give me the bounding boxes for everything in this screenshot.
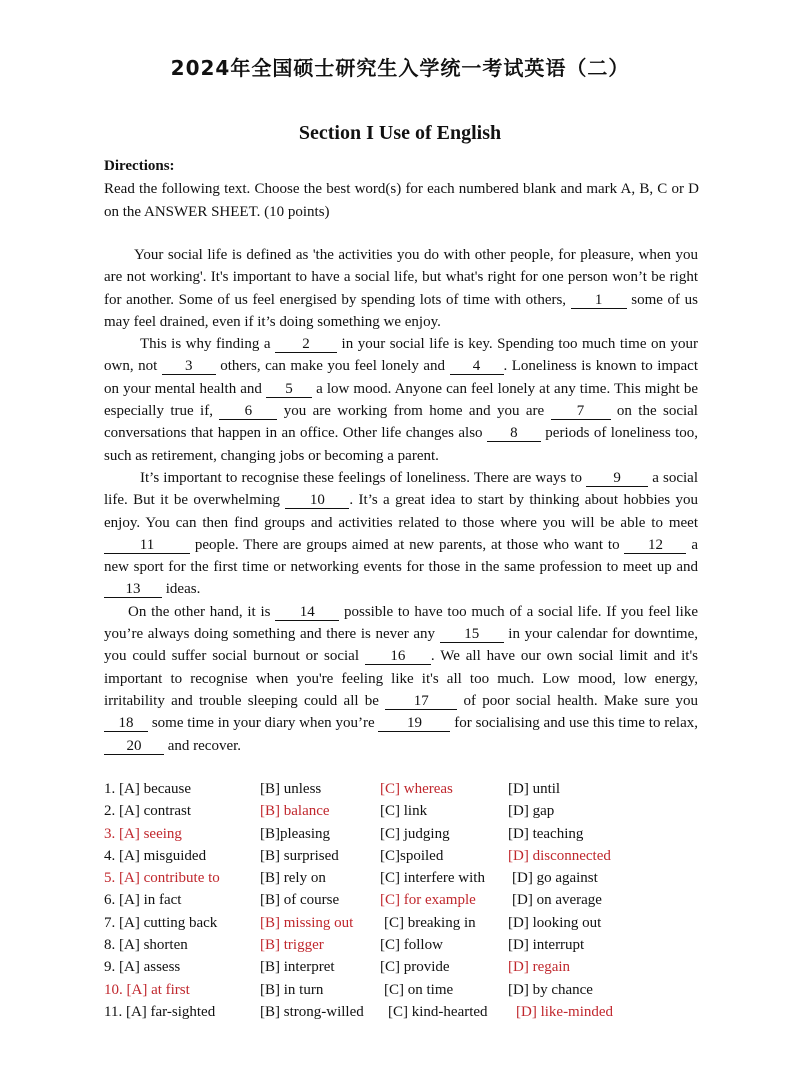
- directions-label: Directions:: [104, 158, 175, 174]
- option-a: 10. [A] at first: [104, 981, 190, 998]
- option-b: [B] strong-willed: [260, 1003, 364, 1020]
- option-c: [C] kind-hearted: [388, 1003, 488, 1020]
- option-row: [104, 1001, 704, 1023]
- option-c: [C] judging: [380, 825, 450, 842]
- option-d: [D] interrupt: [508, 937, 585, 954]
- option-d: [D] on average: [512, 892, 602, 909]
- option-row: [104, 867, 704, 889]
- option-d: [D] by chance: [508, 981, 593, 998]
- option-a: 8. [A] shorten: [104, 937, 188, 954]
- blank-1: 1: [571, 292, 627, 309]
- blank-11: 11: [104, 537, 190, 554]
- option-b: [B] interpret: [260, 959, 335, 976]
- blank-16: 16: [365, 648, 431, 665]
- blank-14: 14: [275, 604, 339, 621]
- option-row: [104, 979, 704, 1001]
- blank-2: 2: [275, 336, 337, 353]
- blank-20: 20: [104, 738, 164, 755]
- option-row: [104, 912, 704, 934]
- option-d: [D] until: [508, 781, 561, 797]
- option-c: [C] on time: [384, 981, 454, 998]
- option-a: 3. [A] seeing: [104, 825, 182, 842]
- paragraph-1: Your social life is defined as 'the activities you do with other people, for pleasure, when you are not working'. It's important to have a social life, but what's right for one person won’t be right for another. Some of us feel energised by spending lots of time with others, 1 some of us may feel drained, even if it’s doing something we enjoy.: [104, 247, 698, 330]
- section-title: Section I Use of English: [298, 122, 502, 144]
- paragraph-3: It’s important to recognise these feelings of loneliness. There are ways to 9 a social life. But it be overwhelming 10 . It’s a great idea to start by thinking about hobbies you enjoy. You can then find groups and activities related to those where you will be able to meet 11 people. There are groups aimed at new parents, at those who want to 12 a new sport for the first time or networking events for those in the same profession to meet up and 13 ideas.: [104, 469, 698, 598]
- blank-12: 12: [624, 537, 686, 554]
- option-c: [C] whereas: [380, 781, 453, 797]
- option-b: [B] unless: [260, 781, 322, 797]
- option-b: [B] in turn: [260, 981, 324, 998]
- blank-7: 7: [551, 403, 611, 420]
- option-d: [D] go against: [512, 870, 598, 887]
- option-a: 9. [A] assess: [104, 959, 181, 976]
- option-d: [D] looking out: [508, 914, 602, 931]
- blank-5: 5: [266, 381, 312, 398]
- option-c: [C] provide: [380, 959, 450, 976]
- option-row: [104, 845, 704, 867]
- option-b: [B] surprised: [260, 847, 339, 864]
- option-c: [C] link: [380, 803, 428, 820]
- option-d: [D] teaching: [508, 825, 584, 842]
- option-c: [C]spoiled: [380, 847, 444, 864]
- blank-3: 3: [162, 358, 216, 375]
- blank-13: 13: [104, 581, 162, 598]
- option-a: 1. [A] because: [104, 781, 192, 797]
- blank-19: 19: [378, 715, 450, 732]
- option-row: [104, 823, 704, 845]
- option-b: [B] of course: [260, 892, 340, 909]
- option-row: [104, 889, 704, 911]
- option-b: [B] missing out: [260, 914, 354, 931]
- paragraph-4: On the other hand, it is 14 possible to have too much of a social life. If you feel like you’re always doing something and there is never any 15 in your calendar for downtime, you could suffer social burnout or social 16 . We all have our own social limit and it's important to recognise when you're feeling like it's all too much. Low mood, low energy, irritability and trouble sleeping could all be 17 of poor social health. Make sure you 18 some time in your diary when you’re 19 for socialising and use this time to relax, 20 and recover.: [104, 603, 699, 754]
- blank-15: 15: [440, 626, 504, 643]
- paragraph-2: This is why finding a 2 in your social life is key. Spending too much time on your own, not 3 others, can make you feel lonely and 4 . Loneliness is known to impact on your mental health and 5 a low mood. Anyone can feel lonely at any time. This might be especially true if, 6 you are working from home and you are 7 on the social conversations that happen in an office. Other life changes also 8 periods of loneliness too, such as retirement, changing jobs or becoming a parent.: [104, 336, 699, 464]
- option-b: [B] rely on: [260, 870, 326, 887]
- option-row: [104, 934, 704, 956]
- option-a: 6. [A] in fact: [104, 892, 182, 909]
- option-c: [C] follow: [380, 937, 443, 954]
- option-b: [B] balance: [260, 803, 330, 820]
- option-a: 11. [A] far-sighted: [104, 1003, 216, 1020]
- blank-8: 8: [487, 425, 541, 442]
- blank-4: 4: [450, 358, 504, 375]
- blank-18: 18: [104, 715, 148, 732]
- directions-text: Read the following text. Choose the best word(s) for each numbered blank and mark A, B, C or D on the ANSWER SHEET. (10 points): [104, 181, 699, 220]
- blank-17: 17: [385, 693, 457, 710]
- passage: [104, 244, 698, 757]
- blank-9: 9: [586, 470, 648, 487]
- option-c: [C] for example: [380, 892, 476, 909]
- option-row: [104, 800, 704, 822]
- answer-options: [104, 778, 704, 1023]
- option-d: [D] gap: [508, 803, 555, 820]
- blank-6: 6: [219, 403, 277, 420]
- option-row: [104, 778, 704, 800]
- option-c: [C] interfere with: [380, 870, 485, 887]
- option-a: 2. [A] contrast: [104, 803, 192, 820]
- option-d: [D] disconnected: [508, 847, 611, 864]
- option-a: 7. [A] cutting back: [104, 914, 218, 931]
- blank-10: 10: [285, 492, 349, 509]
- option-row: [104, 956, 704, 978]
- option-c: [C] breaking in: [384, 914, 476, 931]
- option-b: [B]pleasing: [260, 825, 330, 842]
- option-b: [B] trigger: [260, 937, 324, 954]
- option-a: 4. [A] misguided: [104, 847, 207, 864]
- option-d: [D] like-minded: [516, 1003, 614, 1020]
- option-a: 5. [A] contribute to: [104, 870, 220, 887]
- exam-title: 2024年全国硕士研究生入学统一考试英语（二）: [170, 56, 630, 80]
- option-d: [D] regain: [508, 959, 571, 976]
